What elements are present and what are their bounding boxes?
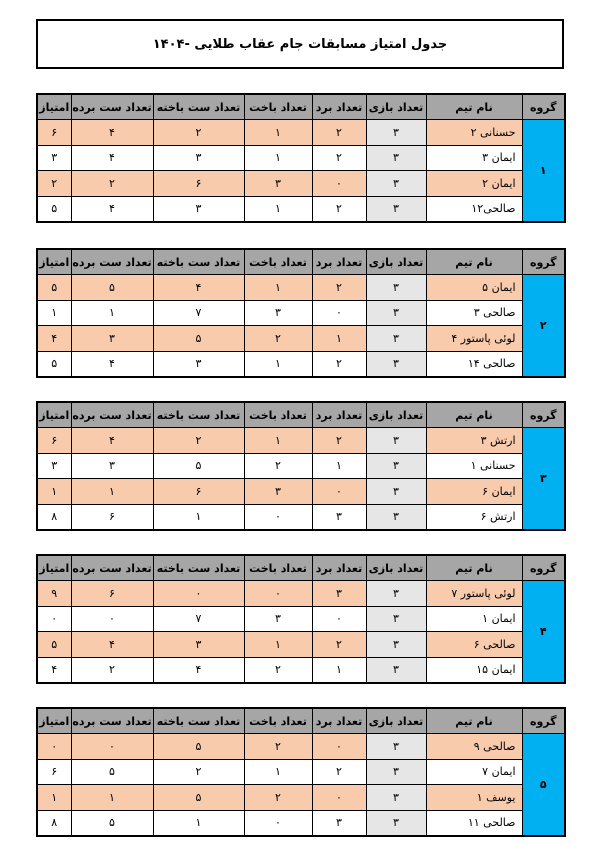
cell-losses: ۱ <box>244 196 312 222</box>
header-team: نام تیم <box>426 249 522 275</box>
cell-points: ۶ <box>37 428 71 453</box>
cell-team: لوئی پاستور ۴ <box>426 326 522 351</box>
table-row <box>37 810 565 836</box>
cell-wins: ۰ <box>312 479 366 504</box>
header-wins: تعداد برد <box>312 708 366 734</box>
cell-losses: ۱ <box>244 632 312 657</box>
table-row <box>37 145 565 170</box>
cell-team: لوئی پاستور ۷ <box>426 581 522 606</box>
cell-team: صالحی ۳ <box>426 300 522 325</box>
header-wins: تعداد برد <box>312 555 366 581</box>
cell-team: یوسف ۱ <box>426 785 522 810</box>
table-row <box>37 351 565 377</box>
group-number: ۳ <box>522 428 565 530</box>
cell-wins: ۲ <box>312 145 366 170</box>
group-number: ۵ <box>522 734 565 836</box>
header-played: تعداد بازی <box>366 94 426 120</box>
cell-team: ایمان ۶ <box>426 479 522 504</box>
table-row <box>37 504 565 530</box>
cell-sets-lost: ۳ <box>153 632 244 657</box>
header-row <box>37 402 565 428</box>
table-row <box>37 785 565 810</box>
group-table <box>36 707 566 837</box>
cell-sets-won: ۱ <box>71 479 153 504</box>
header-row <box>37 249 565 275</box>
cell-played: ۳ <box>366 504 426 530</box>
header-sets-lost: تعداد ست باخته <box>153 402 244 428</box>
table-row <box>37 300 565 325</box>
header-row <box>37 708 565 734</box>
cell-played: ۳ <box>366 326 426 351</box>
cell-points: ۶ <box>37 759 71 784</box>
page-title-box <box>36 19 564 69</box>
cell-points: ۱ <box>37 785 71 810</box>
cell-wins: ۲ <box>312 428 366 453</box>
cell-points: ۳ <box>37 453 71 478</box>
header-points: امتیاز <box>37 402 71 428</box>
group-number: ۲ <box>522 275 565 377</box>
cell-team: حسنانی ۲ <box>426 120 522 145</box>
cell-points: ۱ <box>37 300 71 325</box>
cell-sets-won: ۴ <box>71 196 153 222</box>
cell-sets-lost: ۰ <box>153 581 244 606</box>
group-number: ۴ <box>522 581 565 683</box>
header-losses: تعداد باخت <box>244 249 312 275</box>
header-points: امتیاز <box>37 708 71 734</box>
cell-losses: ۲ <box>244 453 312 478</box>
cell-sets-won: ۴ <box>71 351 153 377</box>
cell-played: ۳ <box>366 479 426 504</box>
cell-played: ۳ <box>366 120 426 145</box>
cell-played: ۳ <box>366 581 426 606</box>
cell-losses: ۱ <box>244 275 312 300</box>
cell-wins: ۲ <box>312 351 366 377</box>
cell-points: ۱ <box>37 479 71 504</box>
cell-sets-lost: ۵ <box>153 785 244 810</box>
page-title: جدول امتیاز مسابقات جام عقاب طلایی -۱۴۰۴ <box>152 36 448 52</box>
header-wins: تعداد برد <box>312 249 366 275</box>
group-table <box>36 554 566 684</box>
cell-wins: ۰ <box>312 734 366 759</box>
header-team: نام تیم <box>426 94 522 120</box>
cell-losses: ۰ <box>244 504 312 530</box>
cell-wins: ۱ <box>312 657 366 683</box>
header-points: امتیاز <box>37 94 71 120</box>
cell-sets-lost: ۷ <box>153 300 244 325</box>
cell-wins: ۰ <box>312 171 366 196</box>
cell-losses: ۰ <box>244 810 312 836</box>
cell-points: ۵ <box>37 632 71 657</box>
cell-played: ۳ <box>366 171 426 196</box>
cell-sets-won: ۶ <box>71 504 153 530</box>
cell-wins: ۰ <box>312 300 366 325</box>
cell-losses: ۰ <box>244 581 312 606</box>
cell-sets-lost: ۶ <box>153 171 244 196</box>
cell-played: ۳ <box>366 453 426 478</box>
cell-team: ایمان ۵ <box>426 275 522 300</box>
cell-sets-lost: ۳ <box>153 351 244 377</box>
cell-played: ۳ <box>366 632 426 657</box>
cell-wins: ۳ <box>312 504 366 530</box>
cell-wins: ۱ <box>312 453 366 478</box>
cell-sets-won: ۱ <box>71 300 153 325</box>
cell-played: ۳ <box>366 428 426 453</box>
cell-wins: ۲ <box>312 275 366 300</box>
cell-losses: ۲ <box>244 734 312 759</box>
cell-wins: ۳ <box>312 810 366 836</box>
cell-points: ۰ <box>37 734 71 759</box>
cell-sets-won: ۶ <box>71 581 153 606</box>
cell-played: ۳ <box>366 606 426 631</box>
header-sets-lost: تعداد ست باخته <box>153 555 244 581</box>
cell-played: ۳ <box>366 657 426 683</box>
cell-wins: ۲ <box>312 632 366 657</box>
cell-team: ایمان ۳ <box>426 145 522 170</box>
cell-team: صالحی ۱۱ <box>426 810 522 836</box>
cell-losses: ۲ <box>244 657 312 683</box>
cell-losses: ۱ <box>244 428 312 453</box>
cell-team: ایمان ۱ <box>426 606 522 631</box>
header-row <box>37 555 565 581</box>
cell-sets-lost: ۱ <box>153 810 244 836</box>
cell-wins: ۲ <box>312 759 366 784</box>
cell-sets-won: ۴ <box>71 120 153 145</box>
cell-losses: ۱ <box>244 759 312 784</box>
header-sets-won: تعداد ست برده <box>71 402 153 428</box>
header-sets-won: تعداد ست برده <box>71 249 153 275</box>
cell-team: صالحی ۱۴ <box>426 351 522 377</box>
cell-points: ۹ <box>37 581 71 606</box>
cell-wins: ۰ <box>312 606 366 631</box>
table-row <box>37 120 565 145</box>
cell-losses: ۱ <box>244 145 312 170</box>
header-sets-lost: تعداد ست باخته <box>153 249 244 275</box>
group-table <box>36 93 566 223</box>
group-number: ۱ <box>522 120 565 222</box>
cell-points: ۲ <box>37 171 71 196</box>
table-row <box>37 606 565 631</box>
table-row <box>37 479 565 504</box>
header-played: تعداد بازی <box>366 249 426 275</box>
table-row <box>37 581 565 606</box>
cell-points: ۵ <box>37 351 71 377</box>
cell-points: ۳ <box>37 145 71 170</box>
cell-points: ۵ <box>37 196 71 222</box>
group-table <box>36 401 566 531</box>
cell-losses: ۲ <box>244 326 312 351</box>
cell-sets-won: ۴ <box>71 428 153 453</box>
cell-sets-lost: ۲ <box>153 759 244 784</box>
cell-played: ۳ <box>366 810 426 836</box>
cell-sets-won: ۰ <box>71 734 153 759</box>
header-played: تعداد بازی <box>366 708 426 734</box>
table-row <box>37 171 565 196</box>
table-row <box>37 759 565 784</box>
cell-points: ۶ <box>37 120 71 145</box>
table-row <box>37 428 565 453</box>
cell-losses: ۳ <box>244 171 312 196</box>
cell-sets-won: ۴ <box>71 145 153 170</box>
table-row <box>37 734 565 759</box>
header-losses: تعداد باخت <box>244 708 312 734</box>
cell-losses: ۲ <box>244 785 312 810</box>
cell-sets-lost: ۳ <box>153 196 244 222</box>
cell-sets-won: ۱ <box>71 785 153 810</box>
table-row <box>37 326 565 351</box>
cell-sets-lost: ۵ <box>153 734 244 759</box>
cell-wins: ۱ <box>312 326 366 351</box>
table-row <box>37 657 565 683</box>
header-losses: تعداد باخت <box>244 402 312 428</box>
cell-played: ۳ <box>366 275 426 300</box>
cell-sets-lost: ۱ <box>153 504 244 530</box>
cell-points: ۴ <box>37 326 71 351</box>
cell-played: ۳ <box>366 145 426 170</box>
cell-played: ۳ <box>366 785 426 810</box>
header-team: نام تیم <box>426 555 522 581</box>
cell-sets-lost: ۴ <box>153 275 244 300</box>
table-row <box>37 453 565 478</box>
cell-sets-lost: ۷ <box>153 606 244 631</box>
cell-team: حسنانی ۱ <box>426 453 522 478</box>
cell-sets-lost: ۲ <box>153 428 244 453</box>
cell-losses: ۱ <box>244 120 312 145</box>
cell-sets-lost: ۵ <box>153 453 244 478</box>
cell-sets-won: ۵ <box>71 759 153 784</box>
header-played: تعداد بازی <box>366 555 426 581</box>
cell-sets-lost: ۵ <box>153 326 244 351</box>
cell-sets-lost: ۶ <box>153 479 244 504</box>
header-sets-won: تعداد ست برده <box>71 555 153 581</box>
table-row <box>37 196 565 222</box>
header-sets-lost: تعداد ست باخته <box>153 708 244 734</box>
header-played: تعداد بازی <box>366 402 426 428</box>
cell-losses: ۳ <box>244 606 312 631</box>
header-points: امتیاز <box>37 249 71 275</box>
cell-points: ۸ <box>37 504 71 530</box>
cell-wins: ۳ <box>312 581 366 606</box>
cell-sets-lost: ۳ <box>153 145 244 170</box>
cell-sets-lost: ۲ <box>153 120 244 145</box>
cell-losses: ۳ <box>244 300 312 325</box>
cell-sets-won: ۳ <box>71 453 153 478</box>
cell-sets-won: ۴ <box>71 632 153 657</box>
cell-points: ۰ <box>37 606 71 631</box>
cell-losses: ۳ <box>244 479 312 504</box>
cell-team: ایمان ۷ <box>426 759 522 784</box>
cell-played: ۳ <box>366 351 426 377</box>
header-sets-lost: تعداد ست باخته <box>153 94 244 120</box>
cell-team: ایمان ۲ <box>426 171 522 196</box>
cell-team: ارتش ۶ <box>426 504 522 530</box>
cell-played: ۳ <box>366 300 426 325</box>
header-losses: تعداد باخت <box>244 94 312 120</box>
cell-points: ۵ <box>37 275 71 300</box>
cell-team: صالحی ۶ <box>426 632 522 657</box>
cell-sets-won: ۰ <box>71 606 153 631</box>
header-team: نام تیم <box>426 708 522 734</box>
cell-team: ارتش ۳ <box>426 428 522 453</box>
header-losses: تعداد باخت <box>244 555 312 581</box>
cell-wins: ۰ <box>312 785 366 810</box>
cell-sets-won: ۲ <box>71 171 153 196</box>
cell-points: ۴ <box>37 657 71 683</box>
table-row <box>37 632 565 657</box>
cell-losses: ۱ <box>244 351 312 377</box>
cell-played: ۳ <box>366 759 426 784</box>
header-group: گروه <box>522 708 565 734</box>
header-sets-won: تعداد ست برده <box>71 94 153 120</box>
cell-sets-won: ۲ <box>71 657 153 683</box>
cell-team: صالحی۱۲ <box>426 196 522 222</box>
cell-sets-won: ۵ <box>71 810 153 836</box>
cell-sets-won: ۳ <box>71 326 153 351</box>
header-sets-won: تعداد ست برده <box>71 708 153 734</box>
header-group: گروه <box>522 402 565 428</box>
cell-sets-lost: ۴ <box>153 657 244 683</box>
group-table <box>36 248 566 378</box>
cell-wins: ۲ <box>312 196 366 222</box>
header-row <box>37 94 565 120</box>
cell-played: ۳ <box>366 734 426 759</box>
header-wins: تعداد برد <box>312 402 366 428</box>
cell-team: صالحی ۹ <box>426 734 522 759</box>
cell-sets-won: ۵ <box>71 275 153 300</box>
header-wins: تعداد برد <box>312 94 366 120</box>
table-row <box>37 275 565 300</box>
cell-team: ایمان ۱۵ <box>426 657 522 683</box>
header-group: گروه <box>522 555 565 581</box>
cell-wins: ۲ <box>312 120 366 145</box>
header-points: امتیاز <box>37 555 71 581</box>
cell-points: ۸ <box>37 810 71 836</box>
header-group: گروه <box>522 94 565 120</box>
cell-played: ۳ <box>366 196 426 222</box>
header-group: گروه <box>522 249 565 275</box>
header-team: نام تیم <box>426 402 522 428</box>
